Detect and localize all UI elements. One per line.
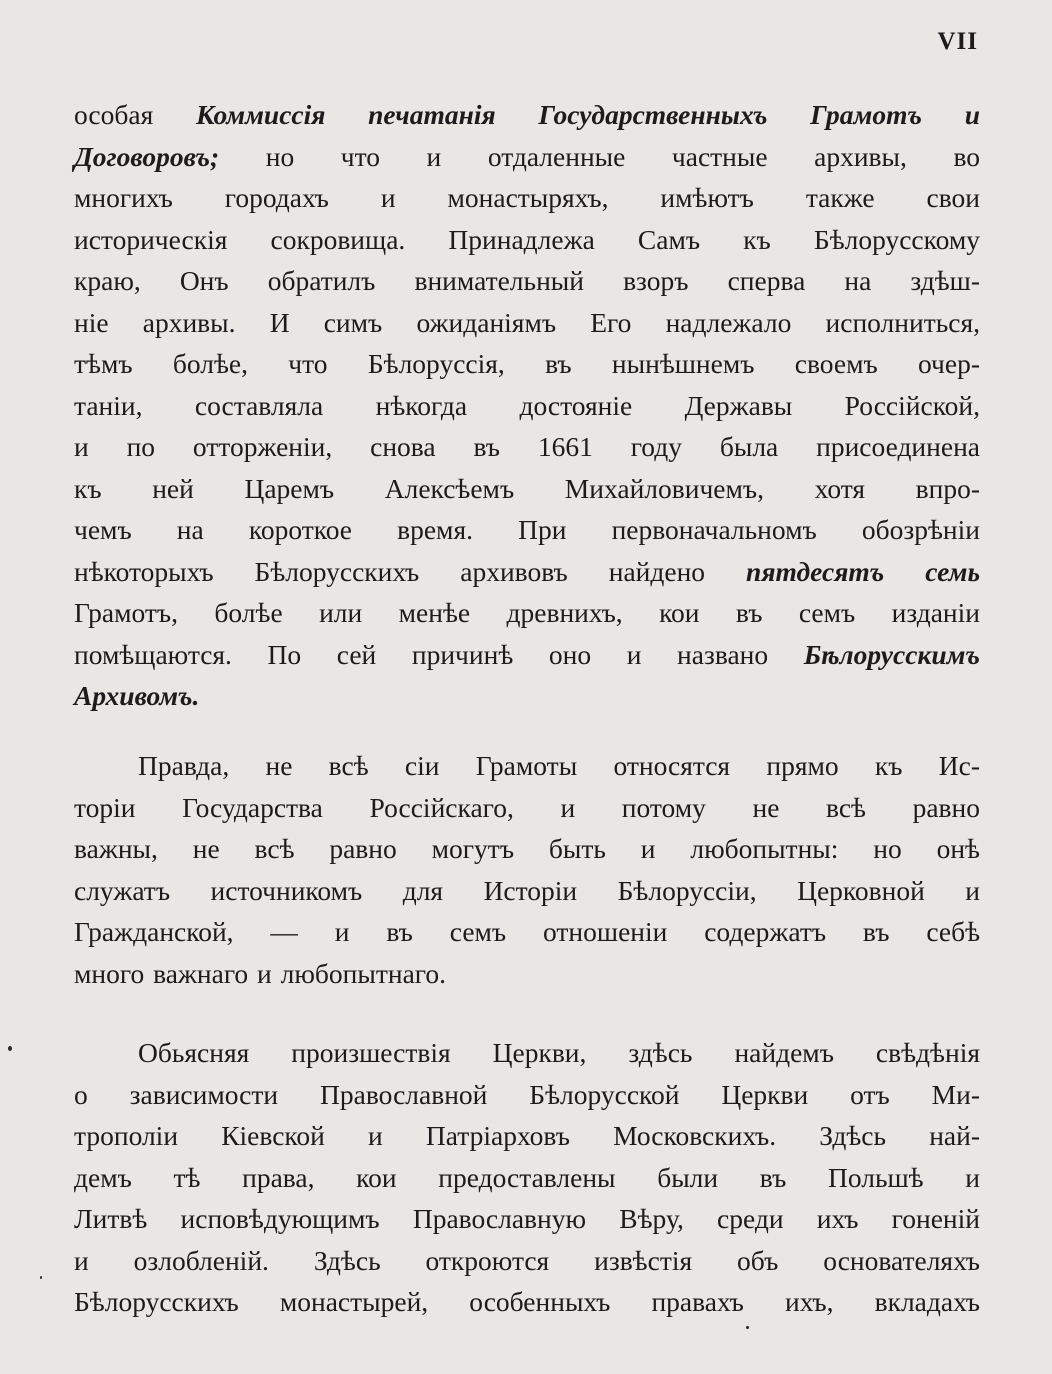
text-line bbox=[74, 953, 980, 995]
text-run: трополіи Кіевской и Патріарховъ Московскихъ. Здѣсь най- bbox=[74, 1120, 980, 1151]
paragraph-1 bbox=[74, 94, 980, 717]
page-number: VII bbox=[937, 28, 978, 55]
italic-run: Бѣлорусскимъ bbox=[803, 638, 980, 670]
text-run: помѣщаются. По сей причинѣ оно и названо bbox=[74, 638, 804, 670]
text-line bbox=[74, 1115, 980, 1157]
text-line bbox=[74, 94, 980, 136]
text-line bbox=[74, 385, 980, 427]
ink-speck bbox=[746, 1326, 749, 1329]
ink-speck bbox=[40, 1276, 42, 1279]
ink-speck bbox=[8, 1046, 12, 1051]
text-run: историческія сокровища. Принадлежа Самъ къ Бѣлорусскому bbox=[74, 223, 980, 255]
text-run: Правда, не всѣ сіи Грамоты относятся прямо къ Ис- bbox=[138, 750, 980, 781]
text-run: тѣмъ болѣе, что Бѣлоруссія, въ нынѣшнемъ своемъ очер- bbox=[74, 348, 980, 379]
text-line bbox=[74, 177, 980, 219]
text-run: таніи, составляла нѣкогда достояніе Державы Россійской, bbox=[74, 389, 980, 421]
text-run: Литвѣ исповѣдующимъ Православную Вѣру, среди ихъ гоненій bbox=[74, 1203, 980, 1234]
text-line bbox=[74, 745, 980, 787]
text-run: торіи Государства Россійскаго, и потому не всѣ равно bbox=[74, 791, 980, 823]
text-run: Гражданской, — и въ семъ отношеніи содержатъ въ себѣ bbox=[74, 916, 980, 947]
text-run: демъ тѣ права, кои предоставлены были въ Польшѣ и bbox=[74, 1161, 980, 1193]
text-run: многихъ городахъ и монастыряхъ, имѣютъ также свои bbox=[74, 182, 980, 213]
text-run: къ ней Царемъ Алексѣемъ Михайловичемъ, хотя впро- bbox=[74, 472, 980, 504]
text-run: Грамотъ, болѣе или менѣе древнихъ, кои въ семъ изданіи bbox=[74, 597, 980, 628]
text-run: Бѣлорусскихъ монастырей, особенныхъ правахъ ихъ, вкладахъ bbox=[74, 1286, 980, 1317]
text-line bbox=[74, 426, 980, 468]
text-line bbox=[74, 343, 980, 385]
text-run: Обьясняя произшествія Церкви, здѣсь найдемъ свѣдѣнія bbox=[138, 1037, 980, 1068]
text-line bbox=[74, 509, 980, 551]
italic-run: Договоровъ; bbox=[74, 140, 220, 172]
text-run: особая bbox=[74, 99, 196, 130]
italic-run: Коммиссія печатанія Государственныхъ Грамотъ и bbox=[195, 99, 980, 130]
text-line bbox=[74, 1074, 980, 1116]
text-line bbox=[74, 592, 980, 634]
italic-run: Архивомъ. bbox=[74, 680, 200, 711]
text-line bbox=[74, 551, 980, 593]
text-line bbox=[74, 260, 980, 302]
text-line bbox=[74, 136, 980, 178]
text-run: и озлобленій. Здѣсь откроются извѣстія объ основателяхъ bbox=[74, 1244, 980, 1276]
text-run: о зависимости Православной Бѣлорусской Церкви отъ Ми- bbox=[74, 1078, 980, 1110]
italic-run: пятдесятъ семь bbox=[746, 555, 981, 587]
paragraph-2 bbox=[74, 745, 980, 994]
text-run: нѣкоторыхъ Бѣлорусскихъ архивовъ найдено bbox=[74, 555, 747, 587]
text-line bbox=[74, 219, 980, 261]
text-run: много важнаго и любопытнаго. bbox=[74, 957, 447, 989]
text-run: чемъ на короткое время. При первоначальномъ обозрѣніи bbox=[74, 514, 980, 545]
text-run: но что и отдаленные частные архивы, во bbox=[219, 140, 980, 172]
text-line bbox=[74, 1240, 980, 1282]
text-run: важны, не всѣ равно могутъ быть и любопытны: но онѣ bbox=[74, 833, 980, 864]
text-line bbox=[74, 302, 980, 344]
text-line bbox=[74, 1281, 980, 1323]
text-run: краю, Онъ обратилъ внимательный взоръ сперва на здѣш- bbox=[74, 265, 980, 296]
text-line bbox=[74, 787, 980, 829]
text-line bbox=[74, 1032, 980, 1074]
text-line bbox=[74, 911, 980, 953]
text-run: и по отторженіи, снова въ 1661 году была присоединена bbox=[74, 431, 980, 462]
text-line bbox=[74, 1198, 980, 1240]
paragraph-3 bbox=[74, 1032, 980, 1323]
text-line bbox=[74, 1157, 980, 1199]
text-line bbox=[74, 828, 980, 870]
text-run: ніе архивы. И симъ ожиданіямъ Его надлежало исполниться, bbox=[74, 306, 980, 338]
text-line bbox=[74, 870, 980, 912]
text-run: служатъ источникомъ для Исторіи Бѣлоруссіи, Церковной и bbox=[74, 874, 980, 906]
text-line bbox=[74, 634, 980, 676]
text-line bbox=[74, 468, 980, 510]
text-line bbox=[74, 675, 980, 717]
